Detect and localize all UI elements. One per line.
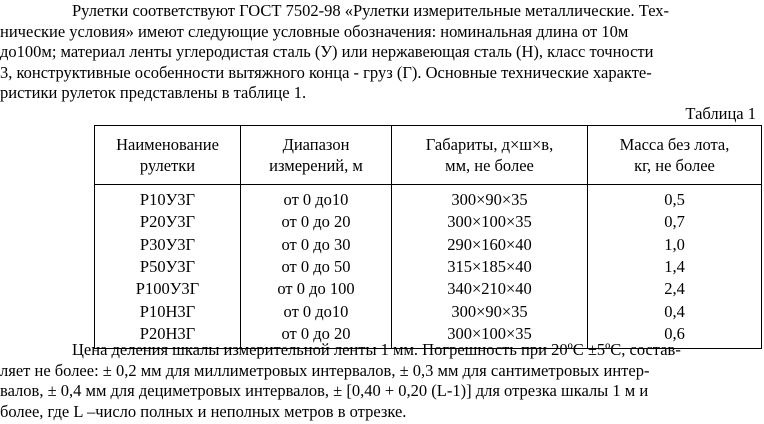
cell-range: от 0 до 50 — [241, 256, 392, 278]
cell-mass: 0,5 — [588, 185, 762, 212]
cell-mass: 1,4 — [588, 256, 762, 278]
cell-name: Р20Н3Г — [95, 323, 241, 349]
intro-line: нические условия» имеют следующие условные обозначения: номинальная длина от 10м — [0, 21, 629, 41]
cell-range: от 0 до 20 — [241, 323, 392, 349]
cell-range: от 0 до10 — [241, 185, 392, 212]
outro-paragraph — [0, 340, 748, 422]
cell-dimensions: 315×185×40 — [392, 256, 588, 278]
cell-name: Р10У3Г — [95, 185, 241, 212]
cell-dimensions: 290×160×40 — [392, 234, 588, 256]
specifications-table — [94, 125, 762, 349]
header-line: Диапазон — [282, 135, 350, 154]
cell-dimensions: 300×100×35 — [392, 211, 588, 233]
cell-mass: 0,7 — [588, 211, 762, 233]
table-row — [95, 185, 762, 212]
cell-name: Р30У3Г — [95, 234, 241, 256]
table-row — [95, 211, 762, 233]
intro-paragraph — [0, 1, 748, 104]
cell-range: от 0 до 30 — [241, 234, 392, 256]
cell-dimensions: 300×90×35 — [392, 300, 588, 322]
intro-line: до100м; материал ленты углеродистая сталь (У) или нержавеющая сталь (Н), класс точности — [0, 42, 654, 62]
header-mass — [588, 126, 762, 185]
outro-line: валов, ± 0,4 мм для дециметровых интервалов, ± [0,40 + 0,20 (L-1)] для отрезка шкалы 1 м и — [0, 381, 649, 401]
cell-name: Р20У3Г — [95, 211, 241, 233]
cell-name: Р50У3Г — [95, 256, 241, 278]
outro-line: ляет не более: ± 0,2 мм для миллиметровых интервалов, ± 0,3 мм для сантиметровых интер- — [0, 360, 650, 380]
intro-line: 3, конструктивные особенности вытяжного конца - груз (Г). Основные технические характе- — [0, 62, 652, 82]
cell-dimensions: 300×90×35 — [392, 185, 588, 212]
cell-mass: 0,4 — [588, 300, 762, 322]
cell-name: Р10Н3Г — [95, 300, 241, 322]
outro-line: более, где L –число полных и неполных метров в отрезке. — [0, 401, 407, 421]
header-line: Габариты, д×ш×в, — [425, 135, 554, 154]
table-row — [95, 300, 762, 322]
outro-line: Цена деления шкалы измерительной ленты 1 мм. Погрешность при 20ºС ±5ºС, состав- — [72, 340, 681, 359]
cell-range: от 0 до 100 — [241, 278, 392, 300]
cell-dimensions: 340×210×40 — [392, 278, 588, 300]
cell-range: от 0 до 20 — [241, 211, 392, 233]
table-row — [95, 256, 762, 278]
header-dimensions — [392, 126, 588, 185]
header-line: измерений, м — [269, 156, 363, 175]
cell-mass: 2,4 — [588, 278, 762, 300]
intro-line: ристики рулеток представлены в таблице 1. — [0, 83, 307, 103]
cell-name: Р100У3Г — [95, 278, 241, 300]
table-header-row — [95, 126, 762, 185]
cell-mass: 1,0 — [588, 234, 762, 256]
intro-line: Рулетки соответствуют ГОСТ 7502-98 «Рулетки измерительные металлические. Тех- — [72, 1, 670, 20]
header-line: рулетки — [139, 156, 196, 175]
header-name — [95, 126, 241, 185]
cell-range: от 0 до10 — [241, 300, 392, 322]
table-caption: Таблица 1 — [685, 104, 756, 123]
header-line: Масса без лота, — [619, 135, 730, 154]
cell-mass: 0,6 — [588, 323, 762, 349]
header-line: кг, не более — [634, 156, 715, 175]
header-range — [241, 126, 392, 185]
table-row — [95, 278, 762, 300]
table-row — [95, 234, 762, 256]
header-line: Наименование — [116, 135, 219, 154]
header-line: мм, не более — [445, 156, 534, 175]
cell-dimensions: 300×100×35 — [392, 323, 588, 349]
